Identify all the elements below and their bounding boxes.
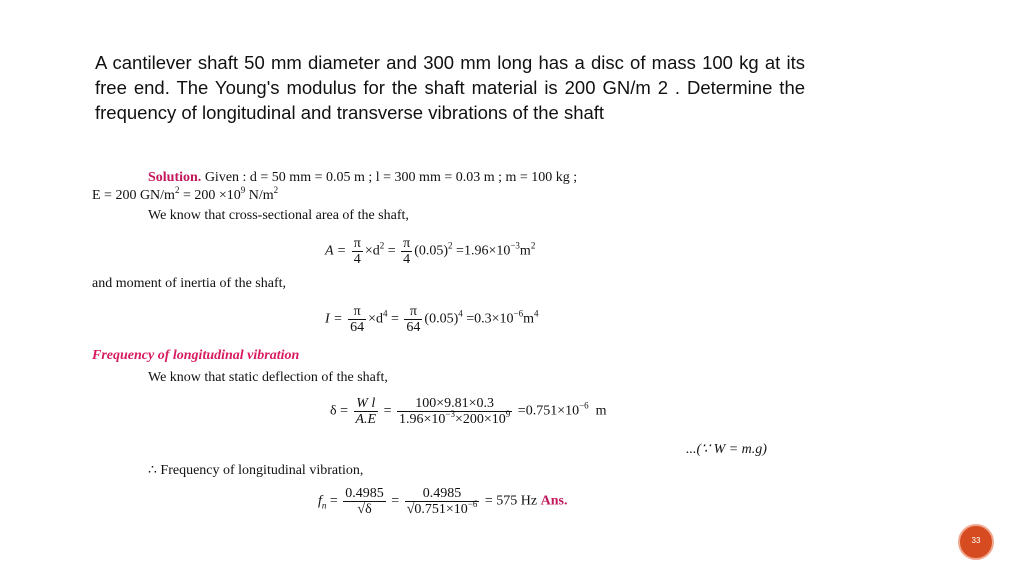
area-intro: We know that cross-sectional area of the shaft, bbox=[148, 208, 409, 223]
because-note: ...(∵ W = m.g) bbox=[686, 442, 767, 457]
area-equation: A = $\frac{\pi}{4}$ $\times d^2$ = $\frac{\pi}{4}$ $(0.05)^2 =1.96\times 10^{-3}m^2$ bbox=[325, 236, 536, 267]
slide-number-badge bbox=[958, 524, 994, 560]
problem-line-1: A cantilever shaft 50 mm diameter and 300 mm long has a disc of mass bbox=[95, 52, 696, 73]
frequency-intro: ∴ Frequency of longitudinal vibration, bbox=[148, 463, 364, 478]
slide-number: 33 bbox=[971, 536, 981, 545]
deflection-equation: δ = $\frac{\text{W l}}{A.E}$ = $\frac{100\times 9.81\times 0.3}{1.96\times 10^{-3}\times 200\times 10^9}$ $=0.751\times 10^{-6}$ m bbox=[330, 396, 607, 427]
problem-statement bbox=[95, 50, 805, 125]
problem-line-4: vibrations of the shaft bbox=[428, 102, 605, 123]
inertia-intro: and moment of inertia of the shaft, bbox=[92, 276, 286, 291]
problem-line-2: 100 kg at its free end. The Young's modulus for the shaft material is 200 bbox=[95, 52, 805, 98]
given-line-1 bbox=[148, 170, 577, 186]
given-line-2: E = 200 $GN/m^2 = 200 \times 10^9$ $N/m^2$ bbox=[92, 185, 279, 203]
frequency-equation: $f_n$ = $\frac{0.4985}{√\delta}$ = $\frac{0.4985}{√0.751\times 10^{-6}}$ = 575 Hz Ans. bbox=[318, 486, 568, 517]
deflection-intro: We know that static deflection of the shaft, bbox=[148, 370, 388, 385]
inertia-equation: I = $\frac{\pi}{64}$ $\times d^4$ = $\frac{\pi}{64}$ $(0.05)^4 =0.3\times 10^{-6}m^4$ bbox=[325, 304, 539, 335]
problem-line-3: GN/m 2 . Determine the frequency of longitudinal and transverse bbox=[95, 77, 806, 123]
answer-label: Ans. bbox=[540, 493, 568, 509]
solution-label: Solution. bbox=[148, 170, 202, 185]
longitudinal-heading: Frequency of longitudinal vibration bbox=[92, 348, 300, 363]
given-text: Given : d = 50 mm = 0.05 m ; l = 300 mm = 0.03 m ; m = 100 kg ; bbox=[204, 170, 578, 185]
